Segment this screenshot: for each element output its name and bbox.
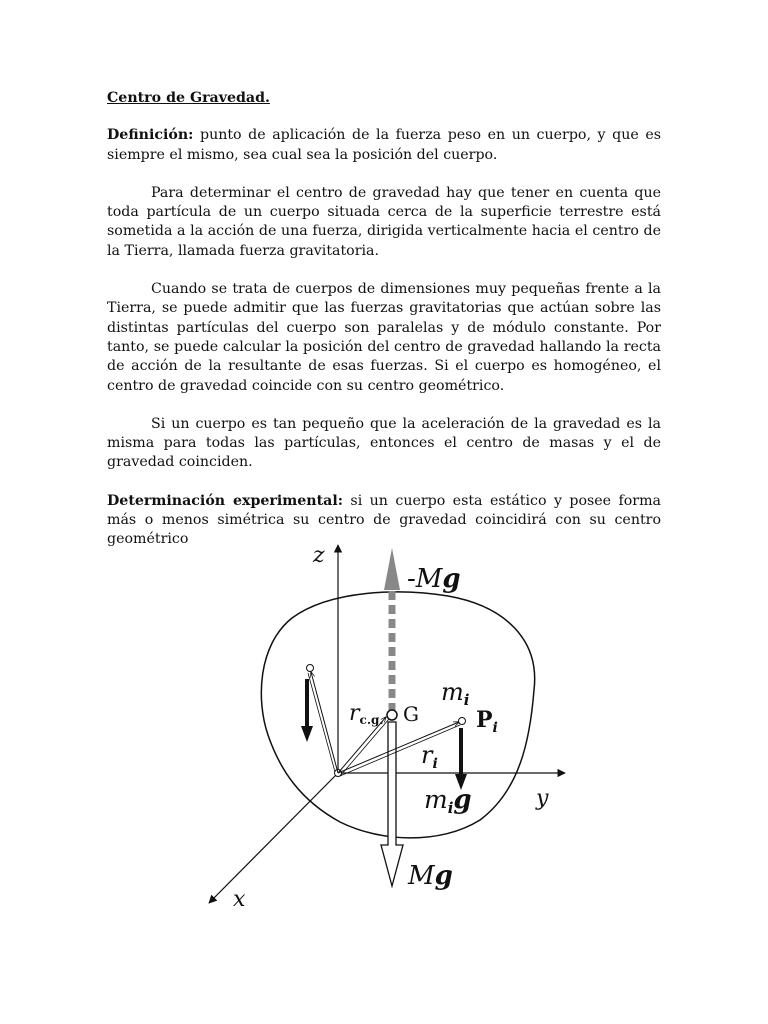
neg-mg-label — [407, 564, 461, 594]
y-axis-label: y — [536, 786, 549, 811]
mig-label — [424, 785, 472, 817]
ri-r: r — [421, 741, 433, 769]
left-particle-point — [307, 665, 314, 672]
ri-vector-double — [340, 725, 460, 776]
pi-subscript: i — [492, 720, 498, 736]
mi-label — [441, 678, 470, 709]
ri-subscript: i — [432, 756, 438, 772]
document-body — [107, 89, 661, 550]
paragraph-2: Cuando se trata de cuerpos de dimensiones muy pequeñas frente a la Tierra, se puede admitir que las fuerzas gravitatorias que actúan sobre las distintas partículas del cuerpo son paralelas y de módulo constante. Por tanto, se puede calcular la posición del centro de gravedad hallando la recta de acción de la resultante de esas fuerzas. Si el cuerpo es homogéneo, el centro de gravedad coincide con su centro geométrico. — [107, 281, 661, 394]
rcg-r: r — [349, 701, 360, 726]
rcg-subscript: c.g. — [359, 713, 384, 727]
g-point — [387, 710, 397, 720]
experimental-label: Determinación experimental: — [107, 492, 343, 509]
paragraph-3: Si un cuerpo es tan pequeño que la aceleración de la gravedad es la misma para todas las partículas, entonces el centro de masas y el de gravedad coinciden. — [107, 415, 661, 471]
mig-g: g — [453, 785, 472, 815]
definition-text: punto de aplicación de la fuerza peso en un cuerpo, y que es siempre el mismo, sea cual sea la posición del cuerpo. — [107, 127, 661, 163]
figure-svg — [195, 532, 585, 917]
mig-subscript: i — [447, 799, 454, 817]
definition-label: Definición: — [107, 127, 194, 144]
mg-g: g — [434, 861, 453, 891]
neg-mg-arrow-head — [384, 548, 400, 590]
mi-m: m — [441, 678, 464, 706]
neg-mg-prefix: -M — [407, 564, 443, 594]
neg-mg-g: g — [442, 564, 461, 594]
definition-paragraph — [107, 126, 661, 165]
mg-m: M — [408, 861, 435, 891]
g-label: G — [403, 702, 419, 726]
pi-point — [459, 718, 466, 725]
center-of-gravity-figure — [195, 532, 585, 917]
left-particle-vector — [311, 672, 338, 773]
ri-label — [421, 741, 438, 772]
pi-p: P — [476, 707, 493, 733]
left-weight-arrow-head — [301, 726, 313, 742]
z-axis-label: z — [313, 543, 325, 568]
body-outline — [261, 592, 534, 838]
x-axis-label: x — [233, 887, 246, 912]
rcg-vector-double — [341, 719, 389, 775]
ri-vector — [338, 722, 459, 773]
mig-m: m — [424, 785, 448, 814]
x-axis — [209, 773, 338, 903]
mi-subscript: i — [463, 691, 470, 709]
left-particle-vector-double — [308, 673, 335, 772]
mg-label — [407, 861, 453, 891]
document-title: Centro de Gravedad. — [107, 90, 270, 106]
paragraph-1: Para determinar el centro de gravedad hay que tener en cuenta que toda partícula de un cuerpo situada cerca de la superficie terrestre está sometida a la acción de una fuerza, dirigida verticalmente hacia el centro de la Tierra, llamada fuerza gravitatoria. — [107, 184, 661, 259]
rcg-label — [349, 701, 384, 727]
experimental-text: si un cuerpo esta estático y posee forma más o menos simétrica su centro de gravedad coincidirá con su centro geométrico — [107, 492, 661, 548]
pi-label — [476, 707, 498, 736]
